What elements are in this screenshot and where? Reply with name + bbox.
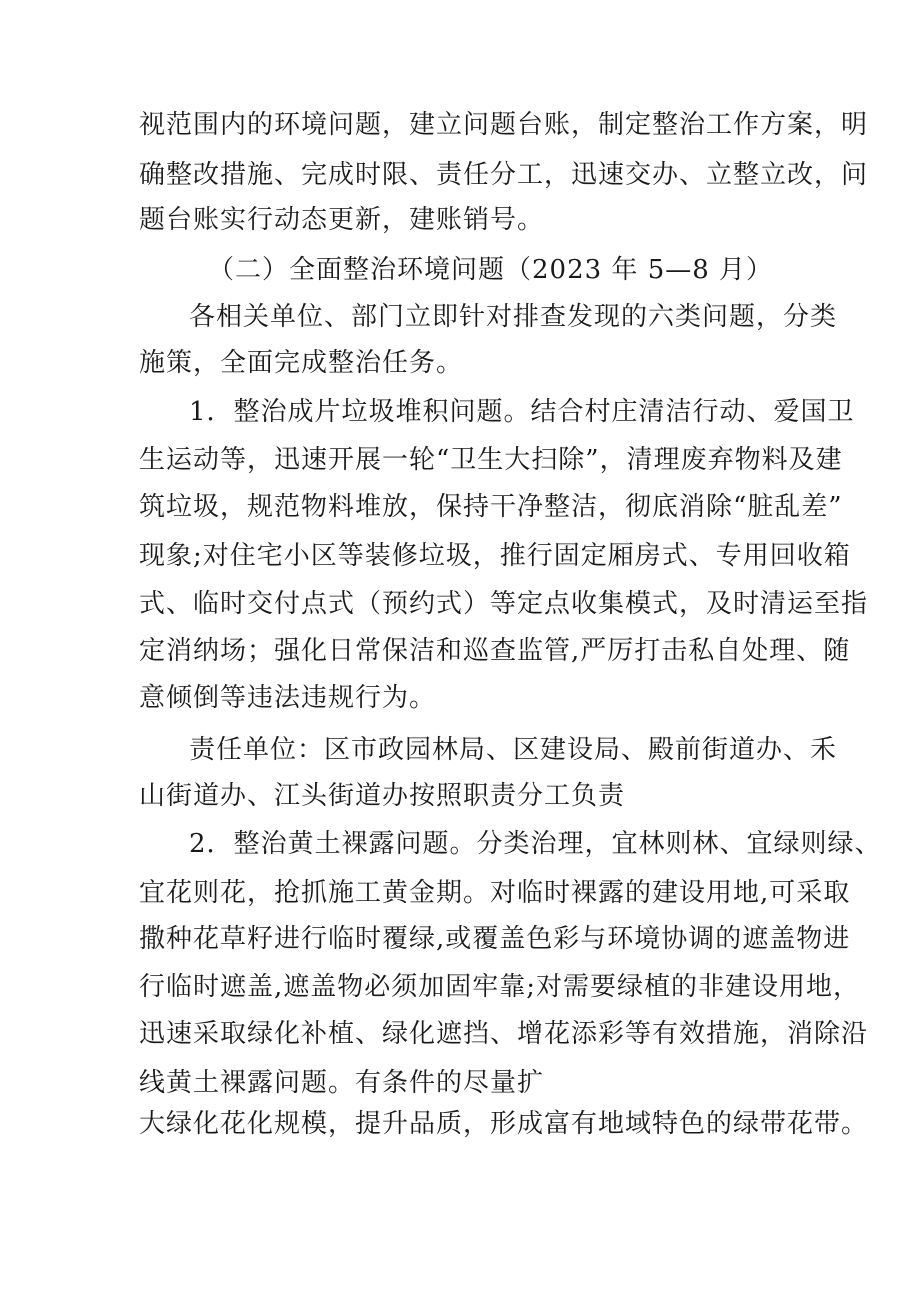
- text-line: 1．整治成片垃圾堆积问题。结合村庄清洁行动、爱国卫: [189, 397, 855, 427]
- text-line: 确整改措施、完成时限、责任分工，迅速交办、立整立改，问: [139, 160, 869, 190]
- text-line: 意倾倒等违法违规行为。: [139, 683, 437, 713]
- text-line: 山街道办、江头街道办按照职责分工负责: [139, 781, 626, 811]
- text-line: 2．整治黄土裸露问题。分类治理，宜林则林、宜绿则绿、: [189, 829, 882, 859]
- text-line: 式、临时交付点式（预约式）等定点收集模式，及时清运至指: [139, 589, 869, 619]
- section-heading: （二）全面整治环境问题（2023 年 5—8 月）: [208, 255, 774, 285]
- text-line: 大绿化花化规模，提升品质，形成富有地域特色的绿带花带。: [139, 1109, 869, 1139]
- text-line: 筑垃圾，规范物料堆放，保持干净整洁，彻底消除“脏乱差”: [139, 492, 843, 522]
- text-line: 生运动等，迅速开展一轮“卫生大扫除”，清理废弃物料及建: [139, 445, 843, 475]
- text-line: 题台账实行动态更新，建账销号。: [139, 205, 545, 235]
- text-line: 撒种花草籽进行临时覆绿,或覆盖色彩与环境协调的遮盖物进: [139, 924, 851, 954]
- text-line: 线黄土裸露问题。有条件的尽量扩: [139, 1068, 545, 1098]
- text-line: 迅速采取绿化补植、绿化遮挡、增花添彩等有效措施，消除沿: [139, 1019, 869, 1049]
- text-line: 视范围内的环境问题，建立问题台账，制定整治工作方案，明: [139, 110, 869, 140]
- text-line: 责任单位：区市政园林局、区建设局、殿前街道办、禾: [189, 735, 838, 765]
- text-line: 现象;对住宅小区等装修垃圾，推行固定厢房式、专用回收箱: [139, 541, 851, 571]
- text-line: 施策，全面完成整治任务。: [139, 348, 464, 378]
- text-line: 行临时遮盖,遮盖物必须加固牢靠;对需要绿植的非建设用地，: [139, 972, 861, 1002]
- text-line: 各相关单位、部门立即针对排查发现的六类问题，分类: [189, 302, 838, 332]
- text-line: 宜花则花，抢抓施工黄金期。对临时裸露的建设用地,可采取: [139, 878, 851, 908]
- text-line: 定消纳场；强化日常保洁和巡查监管,严厉打击私自处理、随: [139, 636, 851, 666]
